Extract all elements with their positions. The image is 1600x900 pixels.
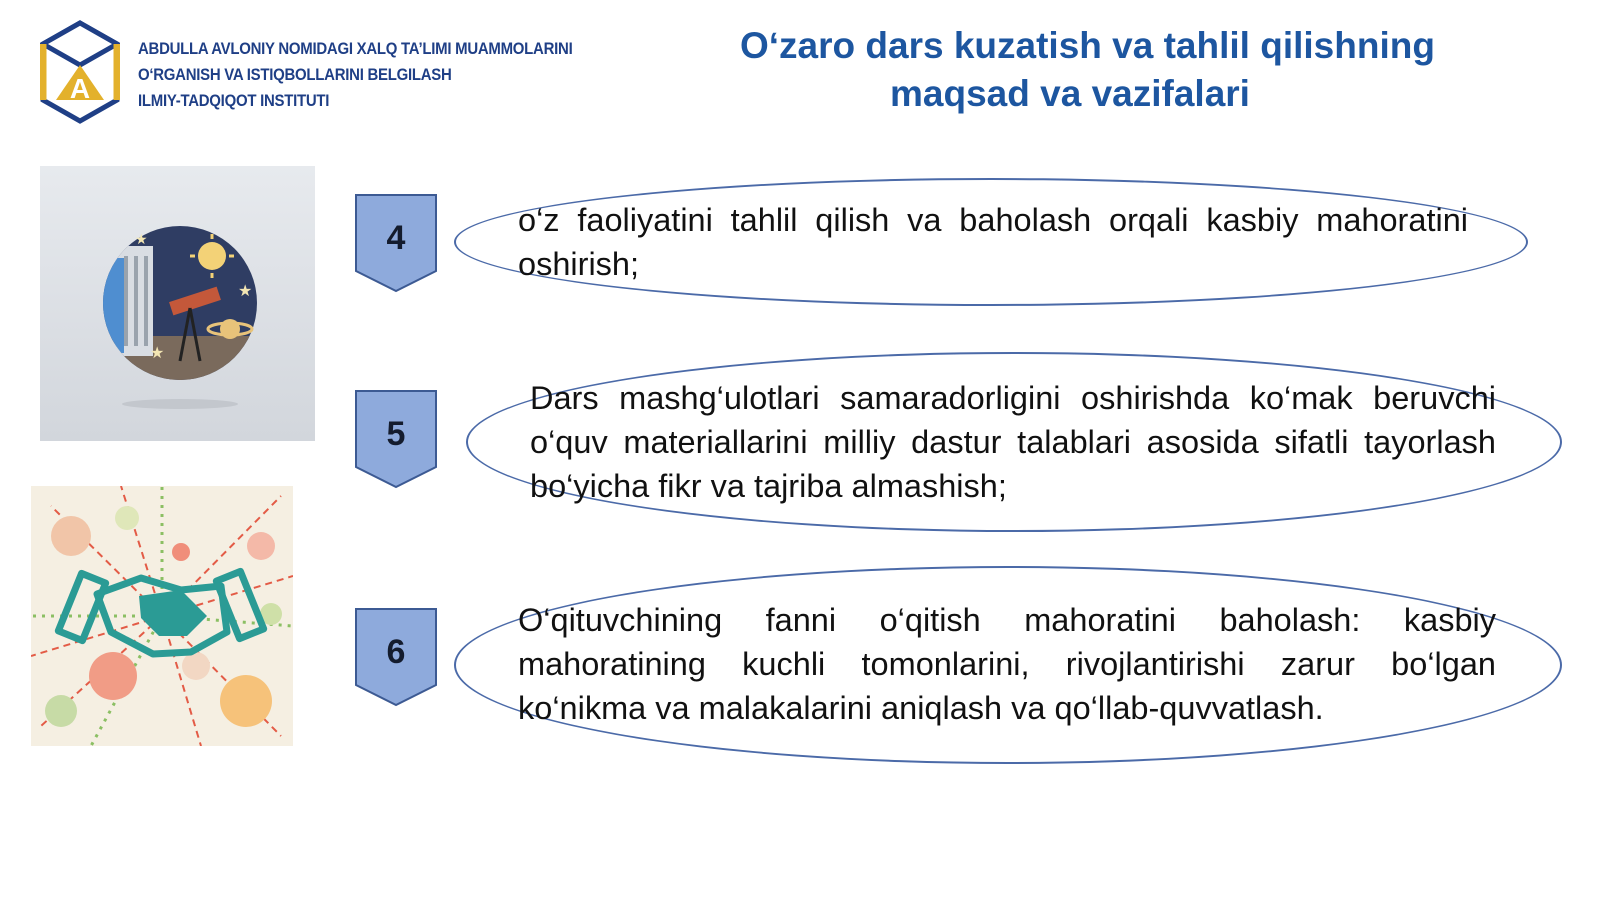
handshake-illustration	[31, 486, 293, 746]
item-5-number-marker	[354, 389, 438, 489]
institute-logo	[40, 20, 120, 124]
institute-line-3: ILMIY-TADQIQOT INSTITUTI	[138, 91, 330, 110]
item-6-number-marker	[354, 607, 438, 707]
title-line-1: O‘zaro dars kuzatish va tahlil qilishning	[740, 25, 1435, 66]
institute-line-2: O‘RGANISH VA ISTIQBOLLARINI BELGILASH	[138, 65, 452, 84]
svg-text:★: ★	[238, 283, 253, 300]
svg-text:★: ★	[150, 345, 165, 362]
item-6-text: O‘qituvchining fanni o‘qitish mahoratini baholash: kasbiy mahoratining kuchli tomonlarini, rivojlantirishi zarur bo‘lgan ko‘nikma va malakalarini aniqlash va qo‘llab-quvvatlash.	[518, 602, 1496, 726]
item-5-number: 5	[386, 415, 406, 453]
item-4-number: 4	[386, 219, 406, 257]
svg-text:★: ★	[135, 231, 148, 247]
page-title	[740, 22, 1435, 118]
item-6-number: 6	[386, 633, 406, 671]
title-line-2: maqsad va vazifalari	[890, 73, 1250, 114]
logo-letter: A	[69, 73, 91, 104]
item-4-number-marker	[354, 193, 438, 293]
institute-name	[138, 36, 572, 114]
item-4-text: o‘z faoliyatini tahlil qilish va baholash orqali kasbiy mahoratini oshirish;	[518, 202, 1468, 282]
item-5-text: Dars mashg‘ulotlari samaradorligini oshirishda ko‘mak beruvchi o‘quv materiallarini milliy dastur talablari asosida sifatli tayorlash bo‘yicha fikr va tajriba almashish;	[530, 380, 1496, 504]
institute-line-1: ABDULLA AVLONIY NOMIDAGI XALQ TA’LIMI MUAMMOLARINI	[138, 39, 573, 58]
astronomy-illustration	[40, 166, 315, 441]
